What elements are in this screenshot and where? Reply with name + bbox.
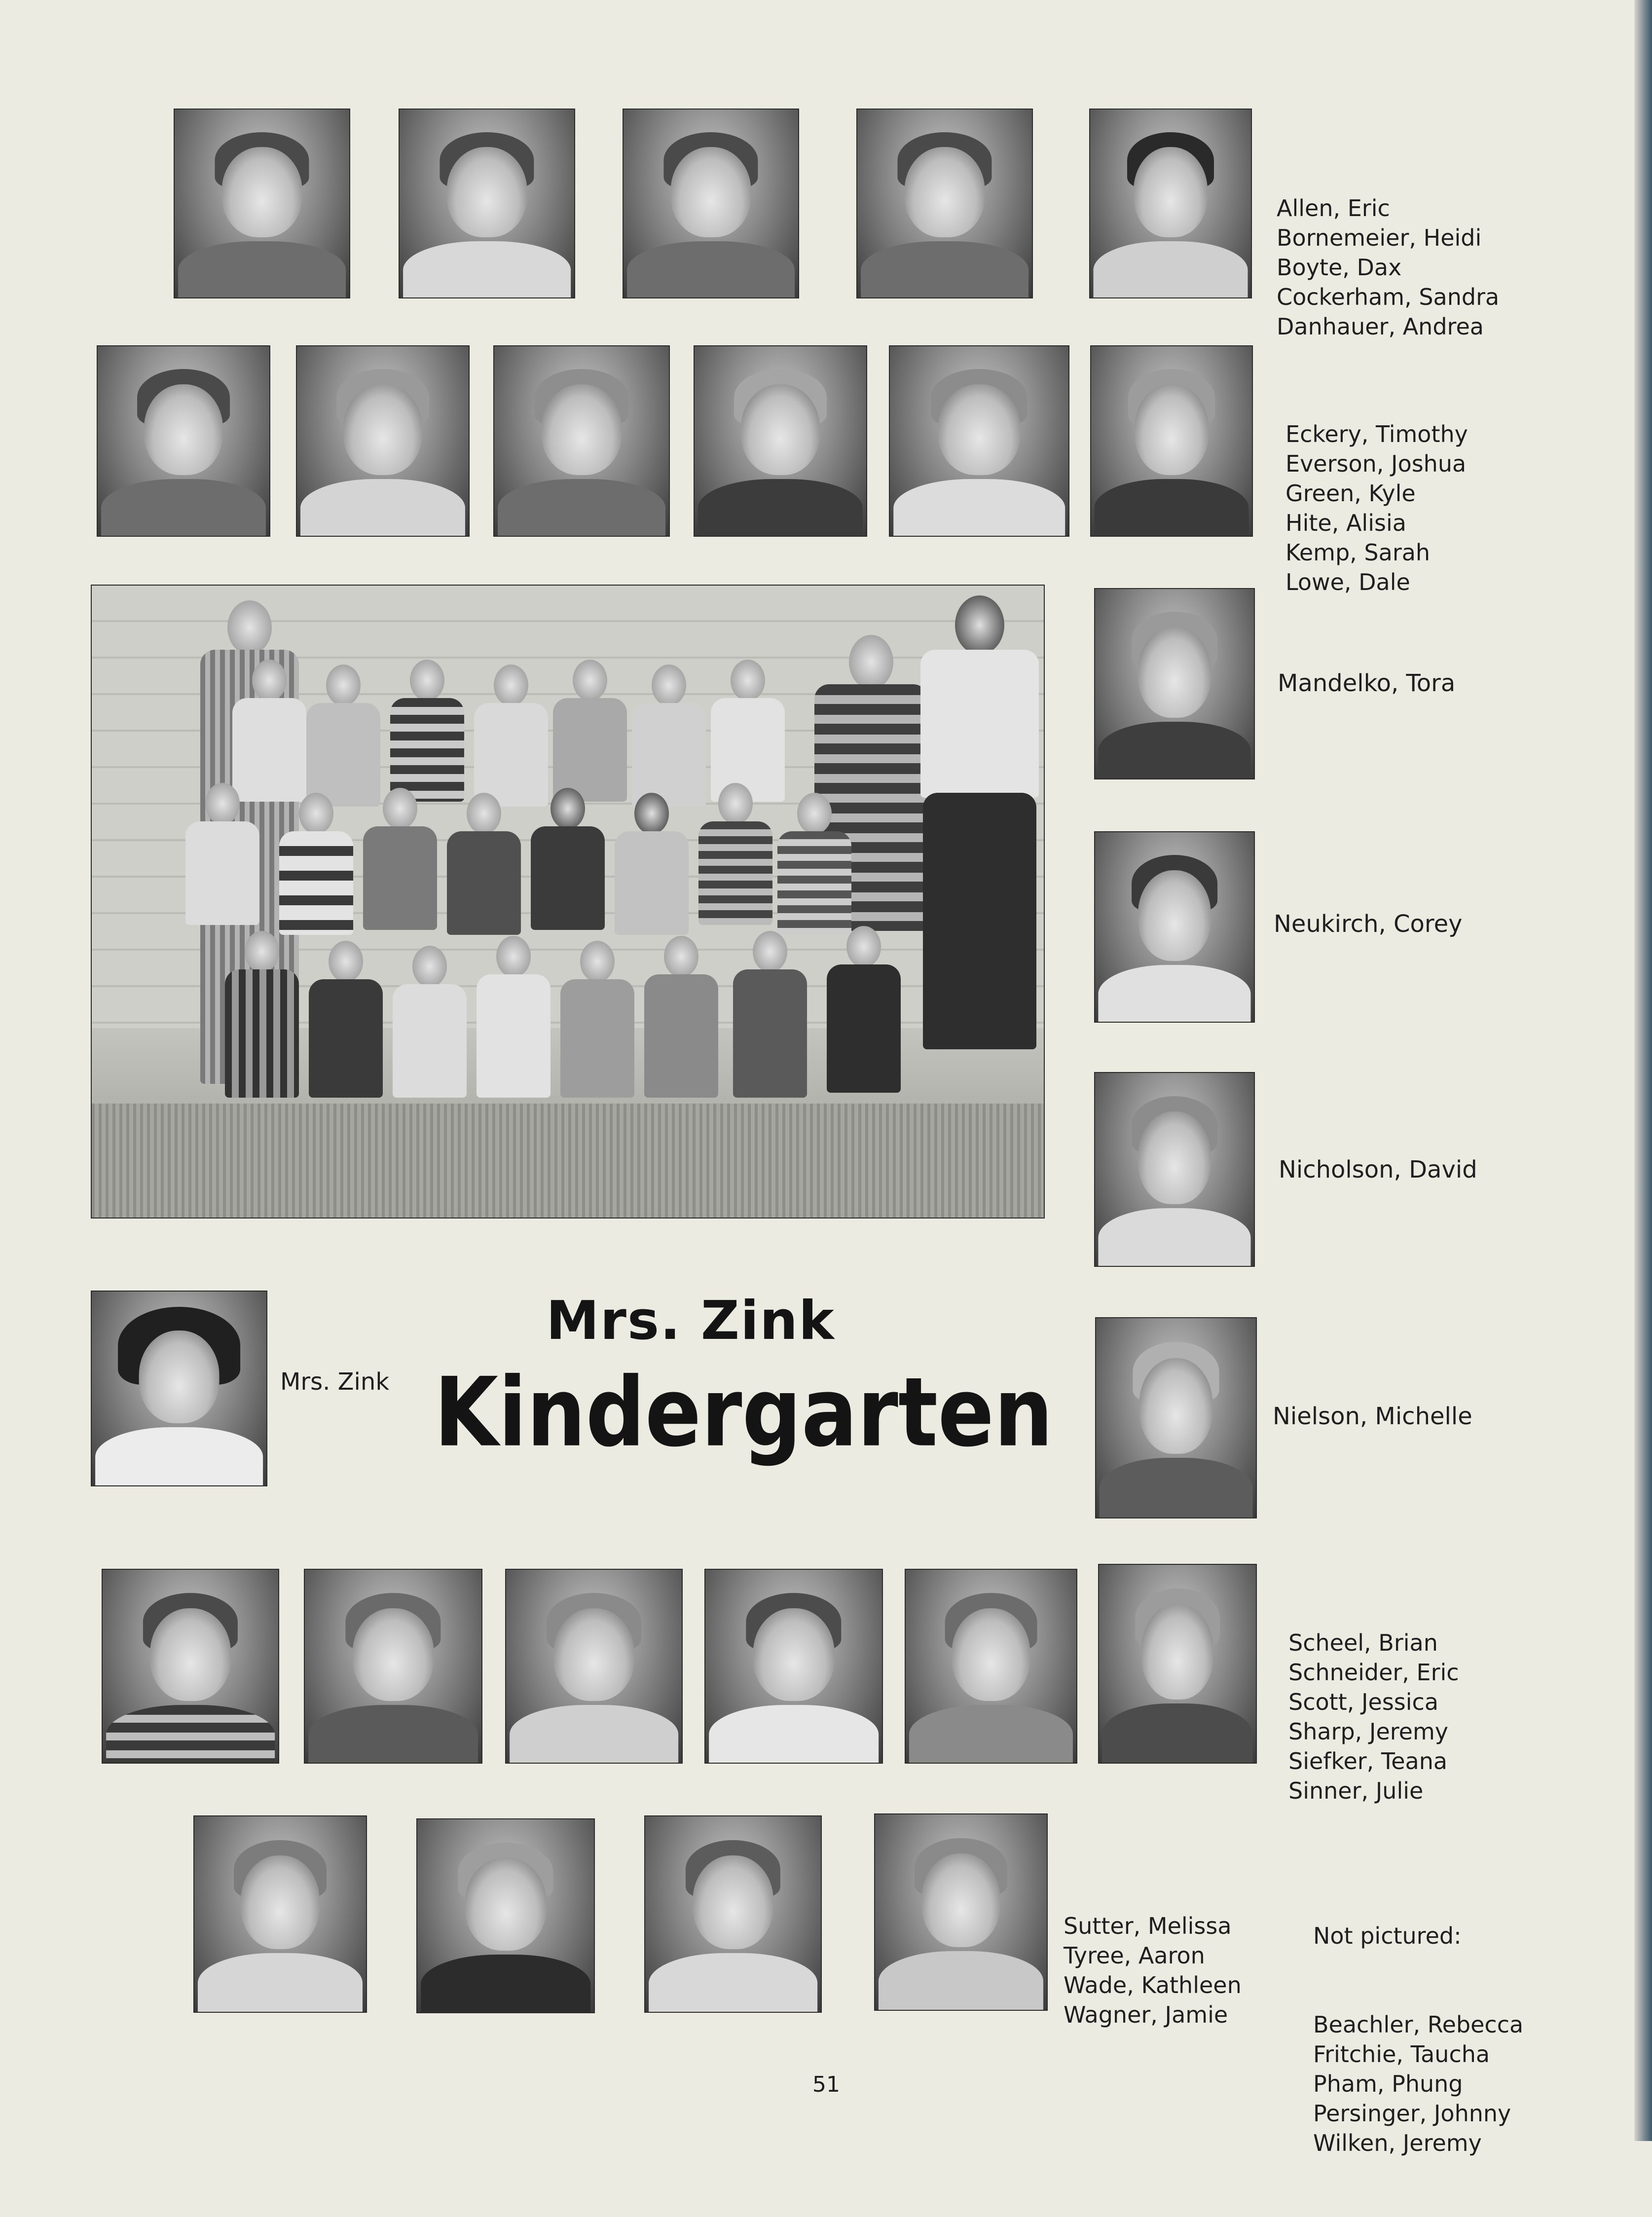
student-photo (889, 345, 1069, 537)
class-group-photo (91, 585, 1045, 1219)
student-photo (174, 109, 350, 298)
student-photo (416, 1818, 595, 2013)
name-list-row2: Eckery, Timothy Everson, Joshua Green, Kyle Hite, Alisia Kemp, Sarah Lowe, Dale (1285, 421, 1468, 595)
student-photo (644, 1815, 822, 2013)
student-photo (97, 345, 270, 537)
student-photo (493, 345, 670, 537)
name-list-row4: Sutter, Melissa Tyree, Aaron Wade, Kathleen Wagner, Jamie (1064, 1913, 1242, 2028)
student-photo (704, 1569, 883, 1764)
student-name-nicholson: Nicholson, David (1279, 1156, 1477, 1183)
student-name-nielson: Nielson, Michelle (1273, 1403, 1472, 1430)
name-list-row3: Scheel, Brian Schneider, Eric Scott, Jessica Sharp, Jeremy Siefker, Teana Sinner, Julie (1288, 1629, 1459, 1804)
student-photo (856, 109, 1033, 298)
student-photo (623, 109, 799, 298)
student-photo (102, 1569, 279, 1764)
student-photo (1089, 109, 1252, 298)
student-photo (296, 345, 470, 537)
teacher-photo (91, 1291, 267, 1486)
student-photo (1098, 1564, 1257, 1764)
student-name-mandelko: Mandelko, Tora (1278, 669, 1456, 697)
student-photo (1094, 1072, 1255, 1267)
not-pictured-list: Not pictured: Beachler, Rebecca Fritchie, Taucha Pham, Phung Persinger, Johnny Wilken, Jeremy (1313, 1862, 1523, 2217)
not-pictured-heading: Not pictured: (1313, 1922, 1462, 1949)
page-number: 51 (812, 2072, 840, 2097)
student-photo (1094, 831, 1255, 1023)
student-photo (694, 345, 867, 537)
student-photo (1095, 1317, 1257, 1518)
student-photo (1090, 345, 1253, 537)
student-photo (304, 1569, 482, 1764)
student-name-neukirch: Neukirch, Corey (1274, 910, 1463, 938)
teacher-label: Mrs. Zink (280, 1368, 390, 1396)
student-photo (399, 109, 575, 298)
student-photo (905, 1569, 1077, 1764)
student-photo (1094, 588, 1255, 779)
name-list-row1: Allen, Eric Bornemeier, Heidi Boyte, Dax Cockerham, Sandra Danhauer, Andrea (1277, 195, 1500, 340)
binding-edge (1634, 0, 1652, 2141)
page-title-teacher: Mrs. Zink (546, 1290, 835, 1352)
page-title-class: Kindergarten (434, 1357, 1053, 1468)
student-photo (874, 1813, 1048, 2011)
student-photo (193, 1815, 367, 2013)
student-photo (505, 1569, 683, 1764)
